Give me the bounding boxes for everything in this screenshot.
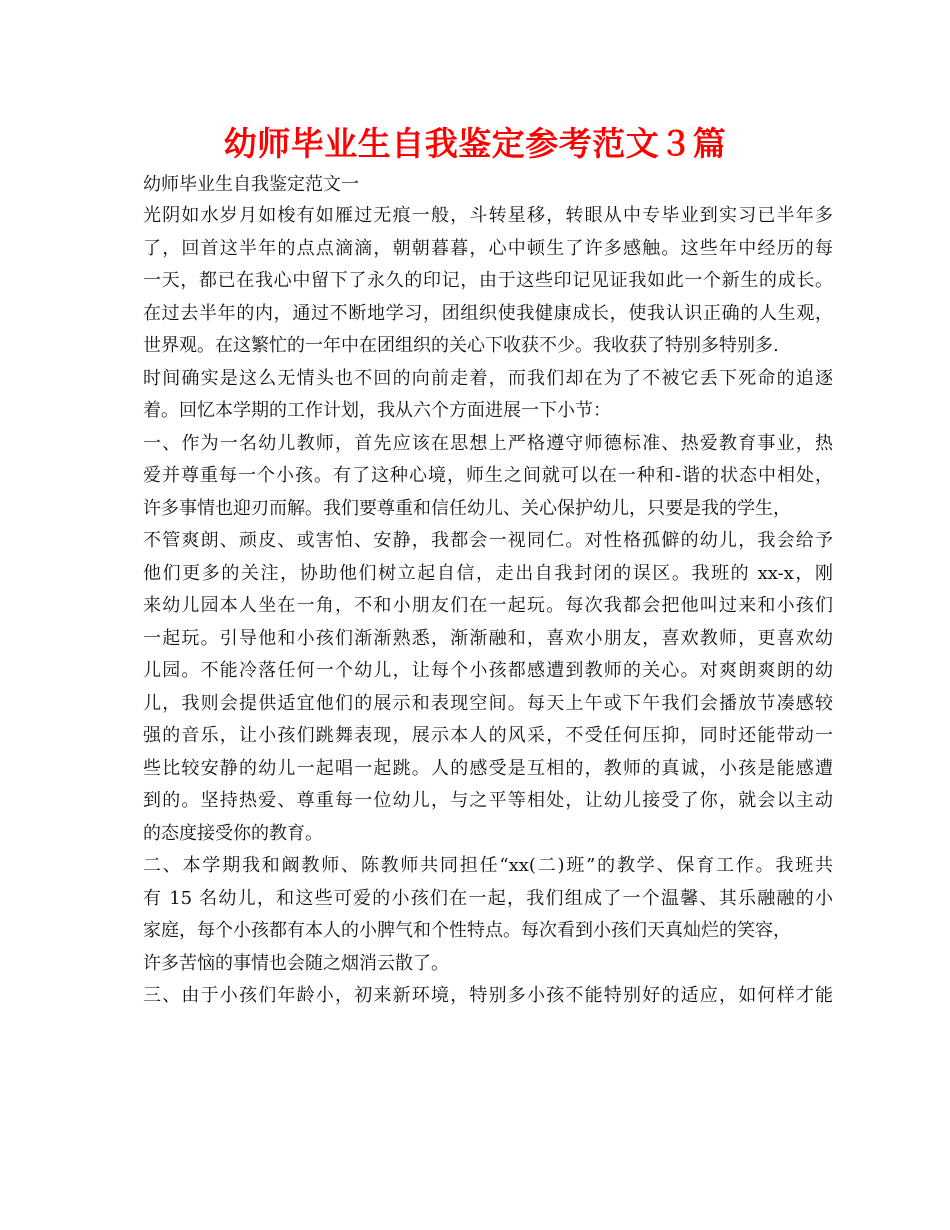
text-line: 家庭，每个小孩都有本人的小脾气和个性特点。每次看到小孩们天真灿烂的笑容，	[143, 920, 791, 941]
text-line: 不管爽朗、顽皮、或害怕、安静，我都会一视同仁。对性格孤僻的幼儿，我会给予	[143, 530, 833, 551]
text-line: 一天，都已在我心中留下了永久的印记，由于这些印记见证我如此一个新生的成长。	[143, 270, 833, 291]
text-line: 来幼儿园本人坐在一角，不和小朋友们在一起玩。每次我都会把他叫过来和小孩们	[143, 595, 833, 616]
document-body	[143, 200, 833, 1013]
text-line: 到的。坚持热爱、尊重每一位幼儿，与之平等相处，让幼儿接受了你，就会以主动	[143, 790, 833, 811]
text-line: 一、作为一名幼儿教师，首先应该在思想上严格遵守师德标准、热爱教育事业，热	[143, 432, 833, 454]
text-line: 儿园。不能冷落任何一个幼儿，让每个小孩都感遭到教师的关心。对爽朗爽朗的幼	[143, 660, 833, 681]
text-line: 三、由于小孩们年龄小，初来新环境，特别多小孩不能特别好的适应，如何样才能	[143, 985, 833, 1006]
text-line: 儿，我则会提供适宜他们的展示和表现空间。每天上午或下午我们会播放节凑感较	[143, 692, 833, 714]
text-line: 些比较安静的幼儿一起唱一起跳。人的感受是互相的，教师的真诚，小孩是能感遭	[143, 757, 833, 779]
text-line: 爱并尊重每一个小孩。有了这种心境，师生之间就可以在一种和-谐的状态中相处，	[143, 465, 833, 486]
text-line: 了，回首这半年的点点滴滴，朝朝暮暮，心中顿生了许多感触。这些年中经历的每	[143, 237, 833, 259]
text-line: 在过去半年的内，通过不断地学习，团组织使我健康成长，使我认识正确的人生观，	[143, 302, 833, 324]
text-line: 光阴如水岁月如梭有如雁过无痕一般，斗转星移，转眼从中专毕业到实习已半年多	[143, 205, 833, 226]
text-line: 的态度接受你的教育。	[143, 822, 323, 844]
text-line: 许多苦恼的事情也会随之烟消云散了。	[143, 952, 449, 974]
section-subtitle: 幼师毕业生自我鉴定范文一	[143, 174, 359, 195]
text-line: 许多事情也迎刃而解。我们要尊重和信任幼儿、关心保护幼儿，只要是我的学生，	[143, 497, 791, 519]
text-line: 有 15 名幼儿，和这些可爱的小孩们在一起，我们组成了一个温馨、其乐融融的小	[143, 887, 833, 909]
text-line: 时间确实是这么无情头也不回的向前走着，而我们却在为了不被它丢下死命的追逐	[143, 367, 833, 389]
text-line: 强的音乐，让小孩们跳舞表现，展示本人的风采，不受任何压抑，同时还能带动一	[143, 725, 833, 746]
text-line: 一起玩。引导他和小孩们渐渐熟悉，渐渐融和，喜欢小朋友，喜欢教师，更喜欢幼	[143, 627, 833, 649]
text-line: 世界观。在这繁忙的一年中在团组织的关心下收获不少。我收获了特别多特别多.	[143, 335, 779, 356]
text-line: 着。回忆本学期的工作计划，我从六个方面进展一下小节：	[143, 400, 611, 421]
text-line: 二、本学期我和阚教师、陈教师共同担任“xx(二)班”的教学、保育工作。我班共	[143, 855, 833, 876]
document-title: 幼师毕业生自我鉴定参考范文３篇	[223, 124, 727, 163]
text-line: 他们更多的关注，协助他们树立起自信，走出自我封闭的误区。我班的 xx-x，刚	[143, 562, 833, 584]
